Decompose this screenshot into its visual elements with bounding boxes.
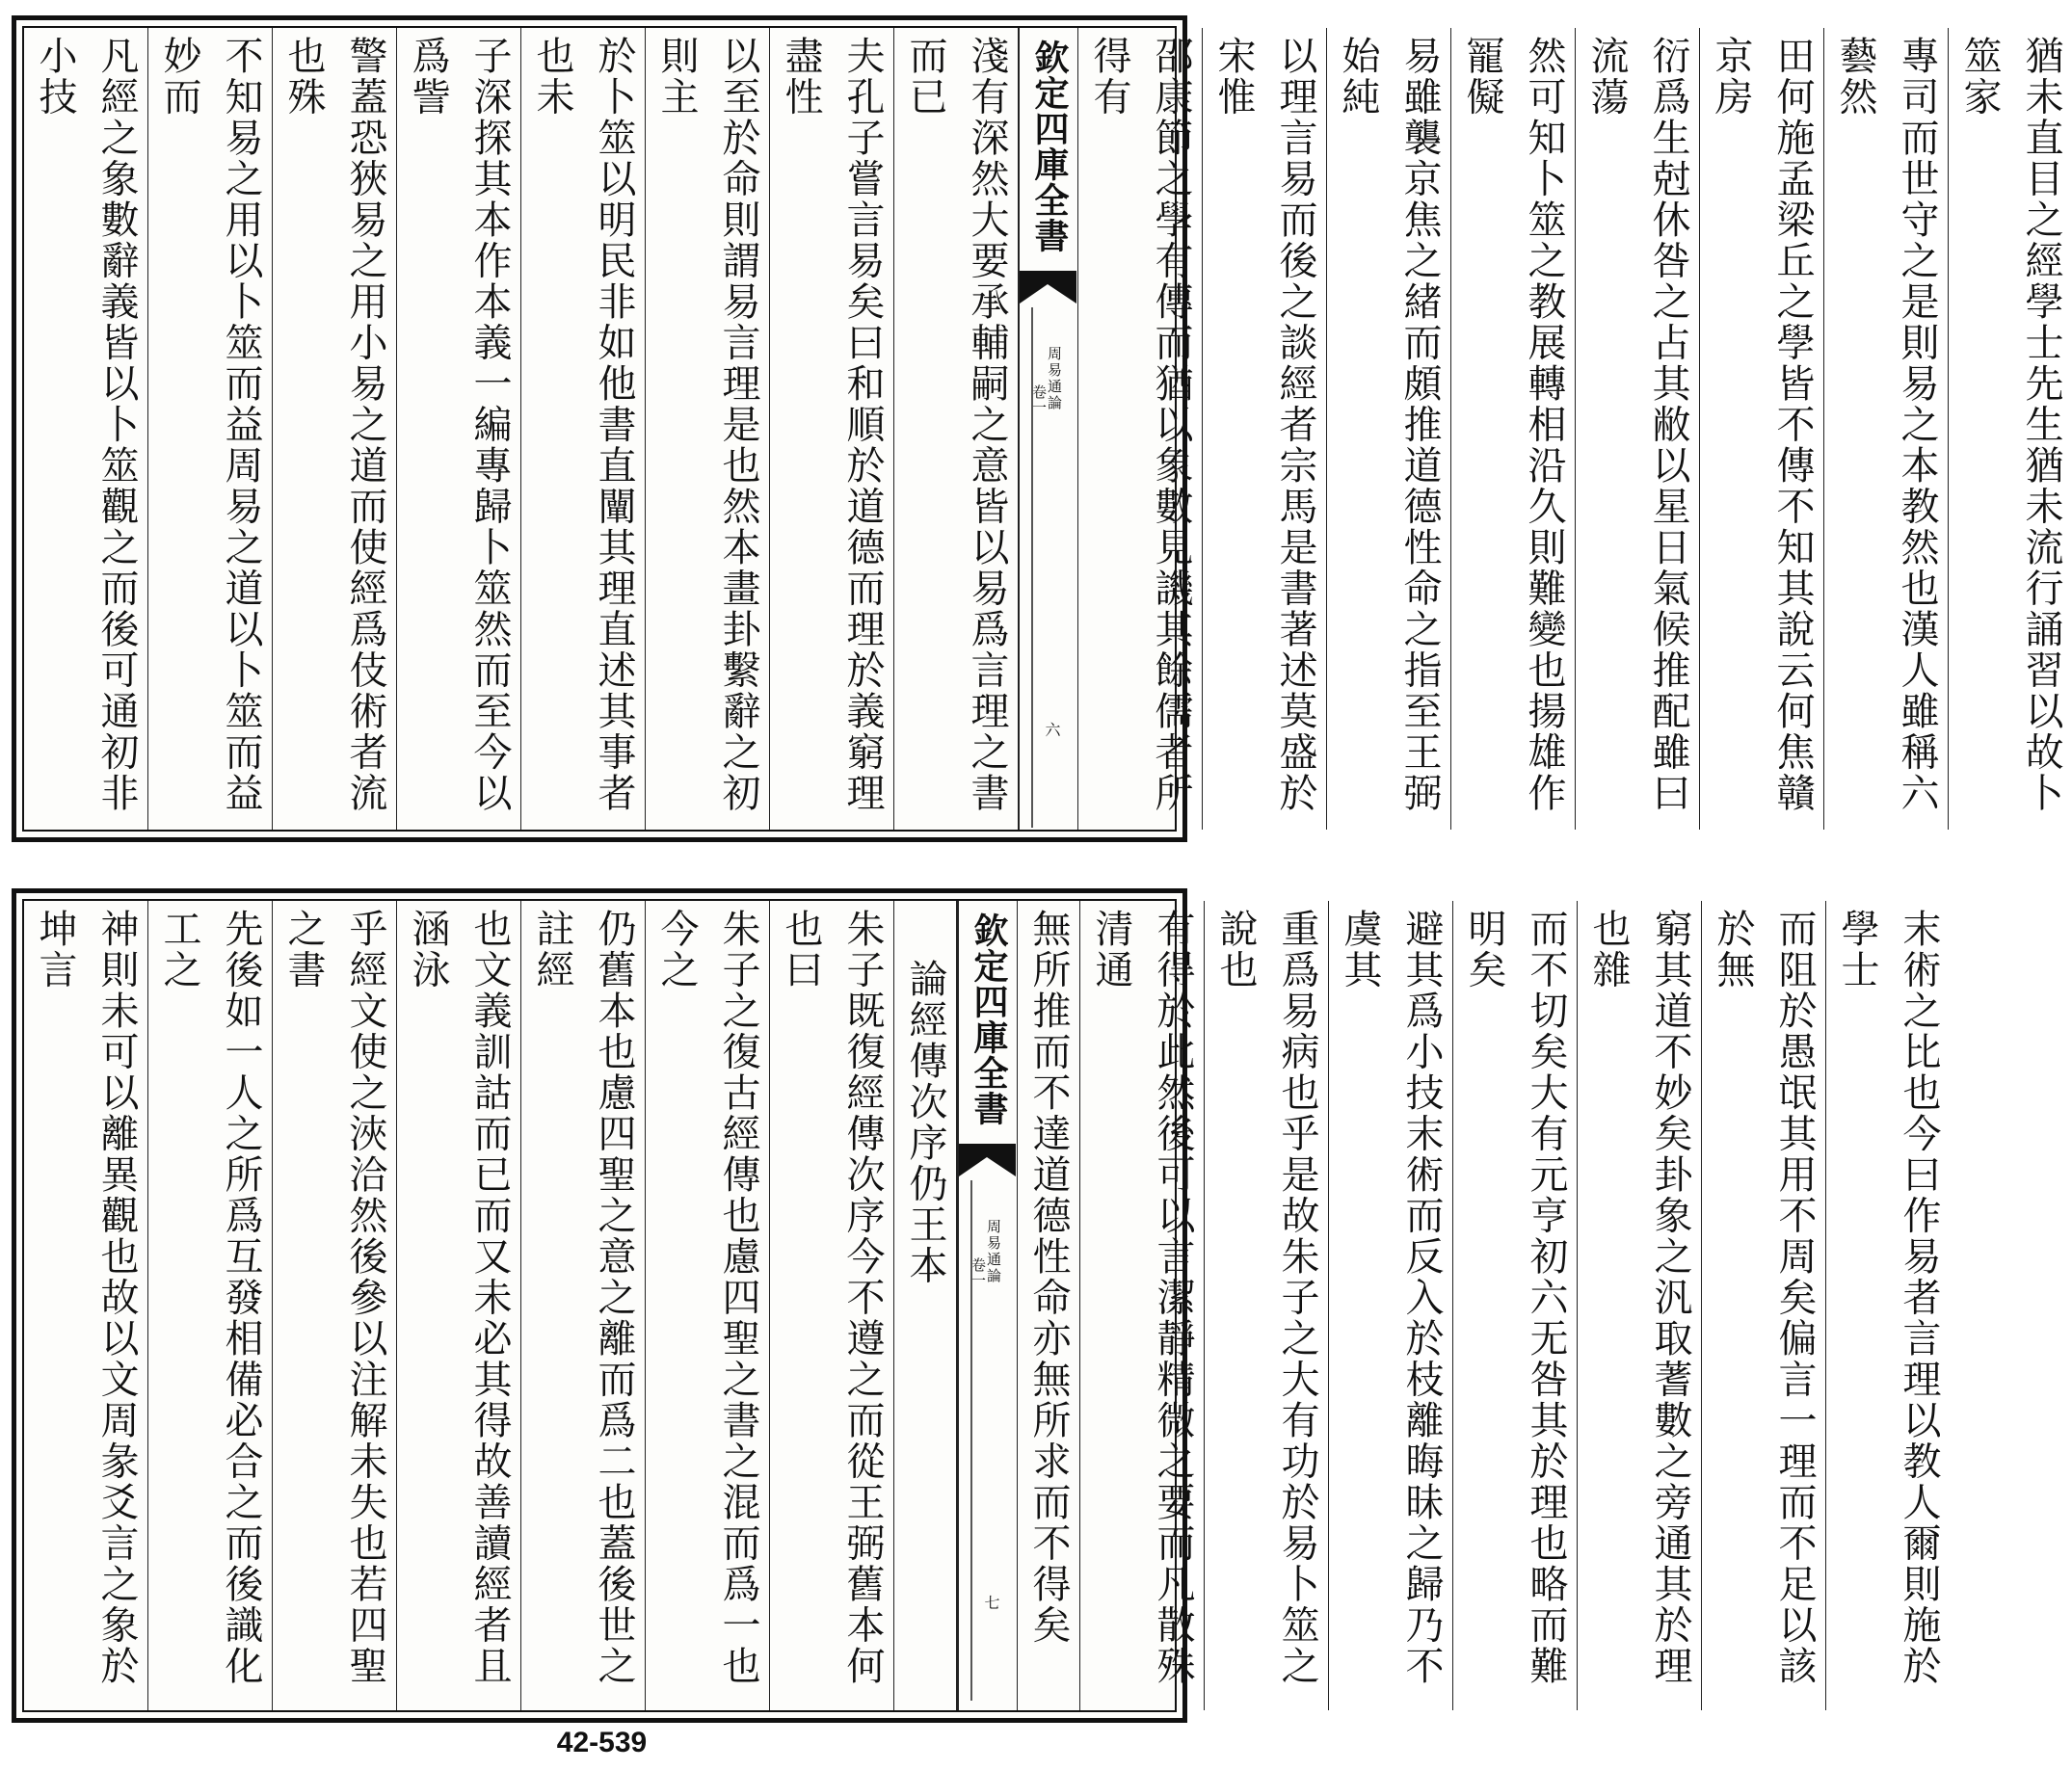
text-column: 朱子之復古經傳也慮四聖之書之混而爲一也今之 [646, 901, 770, 1710]
text-column: 窮其道不妙矣卦象之汎取蓍數之旁通其於理也雜 [1578, 901, 1702, 1710]
text-column: 易雖襲京焦之緒而頗推道德性命之指至王弼始純 [1327, 28, 1451, 830]
text-column: 乎經文使之浹洽然後參以注解未失也若四聖之書 [273, 901, 397, 1710]
text-column: 朱子既復經傳次序今不遵之而從王弼舊本何也曰 [770, 901, 894, 1710]
banxin-title: 欽定四庫全書 [1029, 40, 1070, 253]
text-column: 淺有深然大要承輔嗣之意皆以易爲言理之書而已 [894, 28, 1019, 830]
text-column: 仍舊本也慮四聖之意之離而爲二也蓋後世之註經 [521, 901, 646, 1710]
text-column: 末術之比也今曰作易者言理以教人爾則施於學士 [1835, 909, 1941, 1687]
banxin-title: 欽定四庫全書 [969, 912, 1009, 1126]
fishtail-ornament-icon [1020, 271, 1076, 304]
text-column: 以至於命則謂易言理是也然本畫卦繫辭之初則主 [646, 28, 770, 830]
text-column: 也文義訓詁而已而又未必其得故善讀經者且涵泳 [397, 901, 521, 1710]
bottom-page-columns [24, 901, 1941, 1710]
text-column: 先後如一人之所爲互發相備必合之而後識化工之 [148, 901, 273, 1710]
fishtail-ornament-icon [959, 1144, 1016, 1176]
text-column: 神則未可以離異觀也故以文周彖爻言之象於坤言 [24, 901, 148, 1710]
bottom-page [12, 888, 1941, 1723]
banxin-folio: 六 [1043, 722, 1061, 737]
banxin-juan: 卷一 [970, 1257, 987, 1288]
text-column: 無所推而不達道德性命亦無所求而不得矣 [1018, 901, 1080, 1710]
text-column: 子深探其本作本義一編專歸卜筮然而至今以爲訾 [397, 28, 521, 830]
text-column: 田何施孟梁丘之學皆不傳不知其說云何焦贛京房 [1700, 28, 1824, 830]
text-column: 而不切矣大有元亨初六无咎其於理也略而難明矣 [1453, 901, 1578, 1710]
text-column: 夫孔子嘗言易矣曰和順於道德而理於義窮理盡性 [770, 28, 894, 830]
section-heading: 論經傳次序仍王本 [894, 901, 957, 1710]
text-column: 邵康節之學有傳而猶以象數見譏其餘儒者所得有 [1078, 28, 1203, 830]
text-column: 而阻於愚氓其用不周矣偏言一理而不足以該於無 [1702, 901, 1826, 1710]
bottom-page-frame [22, 899, 1941, 1712]
text-column: 不知易之用以卜筮而益周易之道以卜筮而益妙而 [148, 28, 273, 830]
text-column: 然可知卜筮之教展轉相沿久則難變也揚雄作𠖥儗 [1451, 28, 1576, 830]
banxin-book-name: 周易通論 [1046, 346, 1063, 411]
center-fold-banxin [958, 901, 1018, 1710]
top-page-columns [24, 28, 2063, 830]
text-column: 猶未直目之經學士先生猶未流行誦習以故卜筮家 [1957, 36, 2063, 814]
text-column: 警蓋恐狹易之用小易之道而使經爲伎術者流也殊 [273, 28, 397, 830]
text-column: 凡經之象數辭義皆以卜筮觀之而後可通初非小技 [24, 28, 148, 830]
banxin-book-name: 周易通論 [985, 1219, 1002, 1284]
top-page [12, 15, 2063, 842]
top-page-frame [22, 26, 2063, 832]
banxin-sub [1027, 317, 1066, 818]
text-column: 重爲易病也乎是故朱子之大有功於易卜筮之說也 [1205, 901, 1329, 1710]
text-column: 避其爲小技末術而反入於枝離晦昧之歸乃不虞其 [1329, 901, 1453, 1710]
banxin-folio: 七 [982, 1595, 1000, 1610]
text-column: 衍爲生尅休咎之占其敝以星日氣候推配雖曰流蕩 [1576, 28, 1700, 830]
text-column: 於卜筮以明民非如他書直闡其理直述其事者也未 [521, 28, 646, 830]
text-column: 有得於此然後可以言潔靜精微之要而凡散殊清通 [1080, 901, 1205, 1710]
banxin-juan: 卷一 [1030, 384, 1048, 415]
page-number: 42-539 [556, 1727, 648, 1758]
center-fold-banxin [1019, 28, 1078, 830]
banxin-sub [967, 1190, 1005, 1691]
text-column: 以理言易而後之談經者宗馬是書著述莫盛於宋惟 [1203, 28, 1327, 830]
text-column: 專司而世守之是則易之本教然也漢人雖稱六藝然 [1824, 28, 1949, 830]
